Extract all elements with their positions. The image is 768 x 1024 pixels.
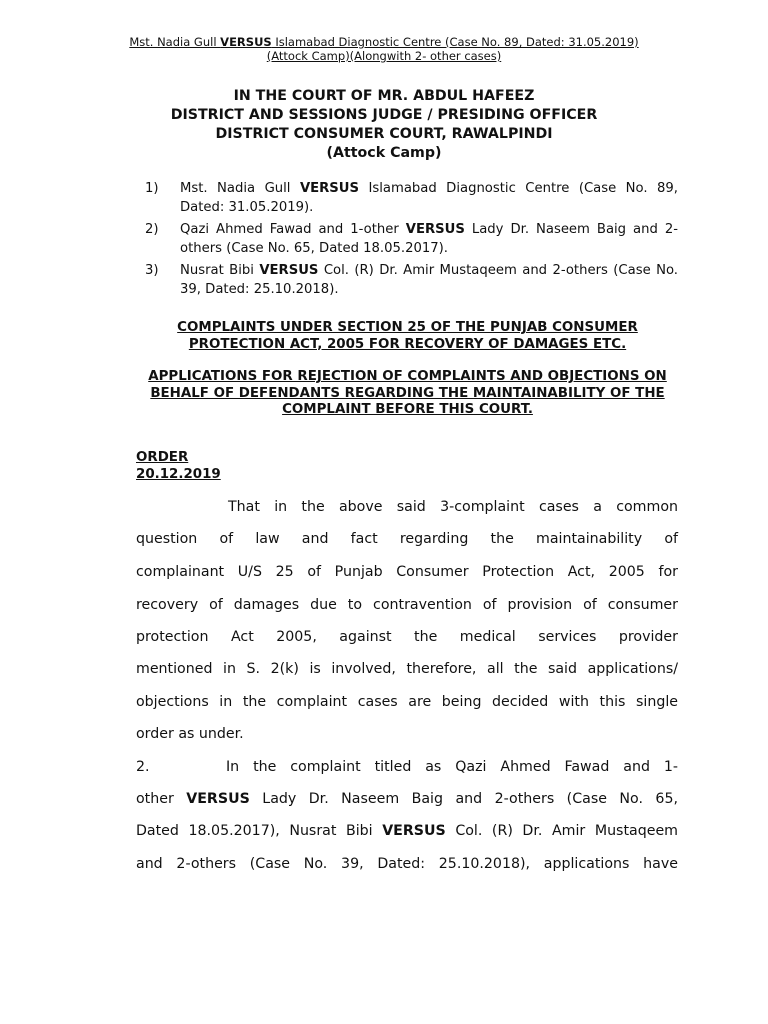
order-label: ORDER [136,450,189,465]
paragraph-1-line: mentioned in S. 2(k) is involved, therefore, all the said applications/ [136,661,678,677]
court-title [100,87,668,163]
court-title-line-1: IN THE COURT OF MR. ABDUL HAFEEZ [233,88,535,104]
paragraph-1-line: question of law and fact regarding the maintainability of [136,531,678,547]
case-list-item: 3) Nusrat Bibi VERSUS Col. (R) Dr. Amir Mustaqeem and 2-others (Case No. 39, Dated: 25.10.2018). [145,263,678,297]
case-list-item: 1) Mst. Nadia Gull VERSUS Islamabad Diagnostic Centre (Case No. 89, Dated: 31.05.2019). [145,181,678,215]
order-date: 20.12.2019 [136,467,221,482]
running-header-line-1: Mst. Nadia Gull VERSUS Islamabad Diagnostic Centre (Case No. 89, Dated: 31.05.2019) [129,35,639,49]
court-title-line-2: DISTRICT AND SESSIONS JUDGE / PRESIDING OFFICER [170,107,598,123]
paragraph-2-number: 2. [136,759,150,775]
paragraph-2-line: Dated 18.05.2017), Nusrat Bibi VERSUS Col. (R) Dr. Amir Mustaqeem [136,823,678,839]
case-list [145,180,678,303]
complaints-heading: COMPLAINTS UNDER SECTION 25 OF THE PUNJAB CONSUMER PROTECTION ACT, 2005 FOR RECOVERY OF DAMAGES ETC. [177,320,638,352]
applications-heading: APPLICATIONS FOR REJECTION OF COMPLAINTS AND OBJECTIONS ON BEHALF OF DEFENDANTS REGARDING THE MAINTAINABILITY OF THE COMPLAINT BEFORE THIS COURT. [148,369,667,417]
court-title-line-3: DISTRICT CONSUMER COURT, RAWALPINDI [215,126,553,142]
running-header-line-2: (Attock Camp)(Alongwith 2- other cases) [266,49,502,63]
running-header [100,35,668,63]
paragraph-1-line: protection Act 2005, against the medical services provider [136,629,678,645]
paragraph-1-line: order as under. [136,726,244,742]
paragraph-2-line: other VERSUS Lady Dr. Naseem Baig and 2-others (Case No. 65, [136,791,678,807]
paragraph-1-line: objections in the complaint cases are being decided with this single [136,694,678,710]
paragraph-1-line: complainant U/S 25 of Punjab Consumer Protection Act, 2005 for [136,564,678,580]
case-list-item: 2) Qazi Ahmed Fawad and 1-other VERSUS Lady Dr. Naseem Baig and 2-others (Case No. 65, Dated 18.05.2017). [145,222,679,256]
paragraph-2-line: In the complaint titled as Qazi Ahmed Fawad and 1- [226,759,678,775]
paragraph-1-line: recovery of damages due to contravention of provision of consumer [136,597,678,613]
paragraph-2-line: and 2-others (Case No. 39, Dated: 25.10.2018), applications have [136,856,678,872]
order-heading [136,449,221,483]
court-title-line-4: (Attock Camp) [326,145,442,161]
paragraph-1-line: That in the above said 3-complaint cases a common [228,499,678,515]
